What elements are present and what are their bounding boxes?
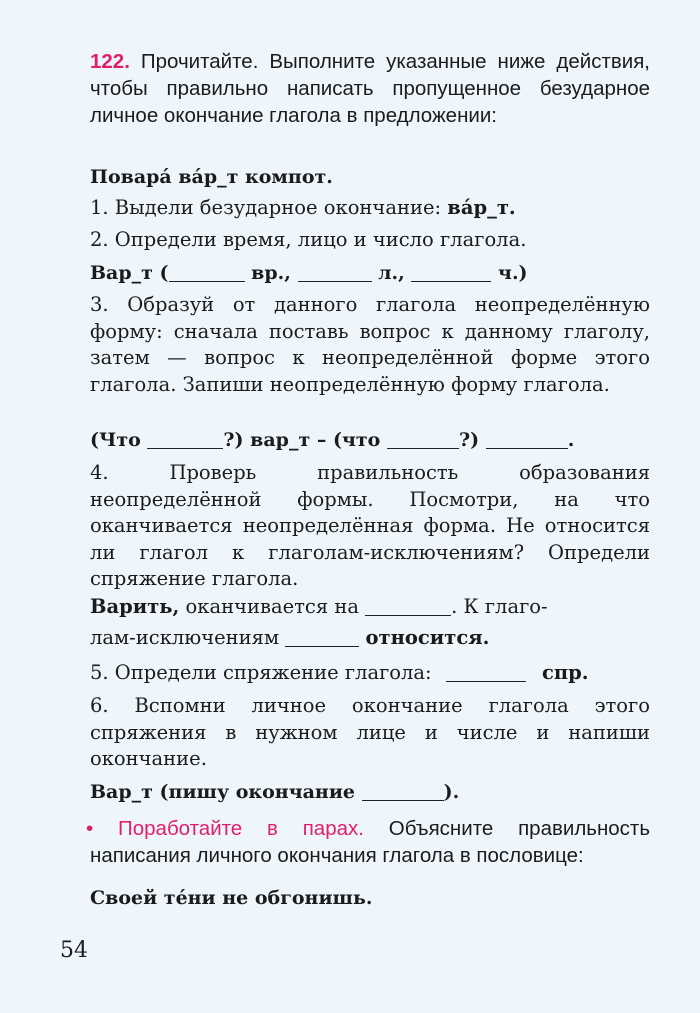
step-3-fill — [90, 428, 650, 452]
step-6-fill-text: Вар_т (пишу окончание — [90, 781, 356, 803]
step-5-text: 5. Определи спряжение глагола: — [90, 661, 432, 684]
step-2: 2. Определи время, лицо и число глагола. — [90, 228, 527, 251]
step-6-end: ). — [443, 781, 460, 803]
step-6-fill — [90, 780, 650, 804]
pair-work-text: Объясните правильность написания личного окончания глагола в пословице: — [90, 817, 650, 867]
varit-word: Варить, — [90, 595, 180, 618]
step-1-text: 1. Выдели безударное окончание: — [90, 196, 442, 219]
step-2-fill — [90, 261, 650, 285]
page-number: 54 — [60, 938, 88, 963]
ending-answer-blank[interactable] — [362, 781, 444, 801]
number-label: ч.) — [498, 262, 528, 284]
question-2-close: ?) — [458, 429, 480, 451]
question-2-label: ?) вар_т – (что — [223, 429, 381, 451]
bullet: • — [86, 817, 94, 840]
infinitive-blank[interactable] — [486, 429, 568, 449]
conjugation-blank[interactable] — [446, 662, 526, 683]
tense-label: вр., — [251, 262, 291, 284]
person-label: л., — [378, 262, 405, 284]
step-3: 3. Образуй от данного глагола неопределённую форму: сначала поставь вопрос к данному глаголу, затем — вопрос к неопределённой форме этого глагола. Запиши неопределённую форму глагола. — [90, 293, 650, 396]
step-1 — [90, 196, 650, 220]
task-number: 122. — [90, 50, 130, 73]
step-4-fill-line-1 — [90, 595, 650, 619]
tense-blank[interactable] — [169, 262, 245, 282]
verb-word: Вар_т ( — [90, 262, 169, 284]
proverb: Своей те́ни не обгонишь. — [90, 887, 373, 909]
step-5 — [90, 661, 650, 685]
pair-work — [86, 816, 650, 869]
ends-with-label: оканчивается на — [185, 595, 359, 618]
step-4: 4. Проверь правильность образования неопределённой формы. Посмотри, на что оканчивается неопределённая форма. Не относится ли глагол к глаголам-исключениям? Определи спряжение глагола. — [90, 461, 650, 591]
exceptions-label: лам-исключениям — [90, 626, 280, 649]
number-blank[interactable] — [411, 262, 491, 282]
question-1-blank[interactable] — [147, 429, 223, 449]
example-sentence: Повара́ ва́р_т компот. — [90, 166, 333, 188]
question-1-label: (Что — [90, 429, 141, 451]
step-3-end: . — [567, 429, 575, 451]
step-6: 6. Вспомни личное окончание глагола этого спряжения в нужном лице и числе и напиши окончание. — [90, 694, 650, 771]
pair-work-label: Поработайте в парах. — [118, 817, 364, 840]
task-intro — [90, 48, 650, 129]
step-4-fill-line-2 — [90, 626, 650, 650]
step-1-word: ва́р_т. — [447, 196, 516, 219]
question-2-blank[interactable] — [387, 429, 459, 449]
exception-blank[interactable] — [285, 627, 359, 648]
conjugation-label: спр. — [542, 661, 589, 684]
step-4-tail: . К глаго- — [451, 595, 548, 618]
person-blank[interactable] — [298, 262, 372, 282]
ending-blank[interactable] — [365, 596, 451, 617]
relates-label: относится. — [365, 626, 490, 649]
task-intro-text: Прочитайте. Выполните указанные ниже действия, чтобы правильно написать пропущенное безударное личное окончание глагола в предложении: — [90, 50, 650, 127]
